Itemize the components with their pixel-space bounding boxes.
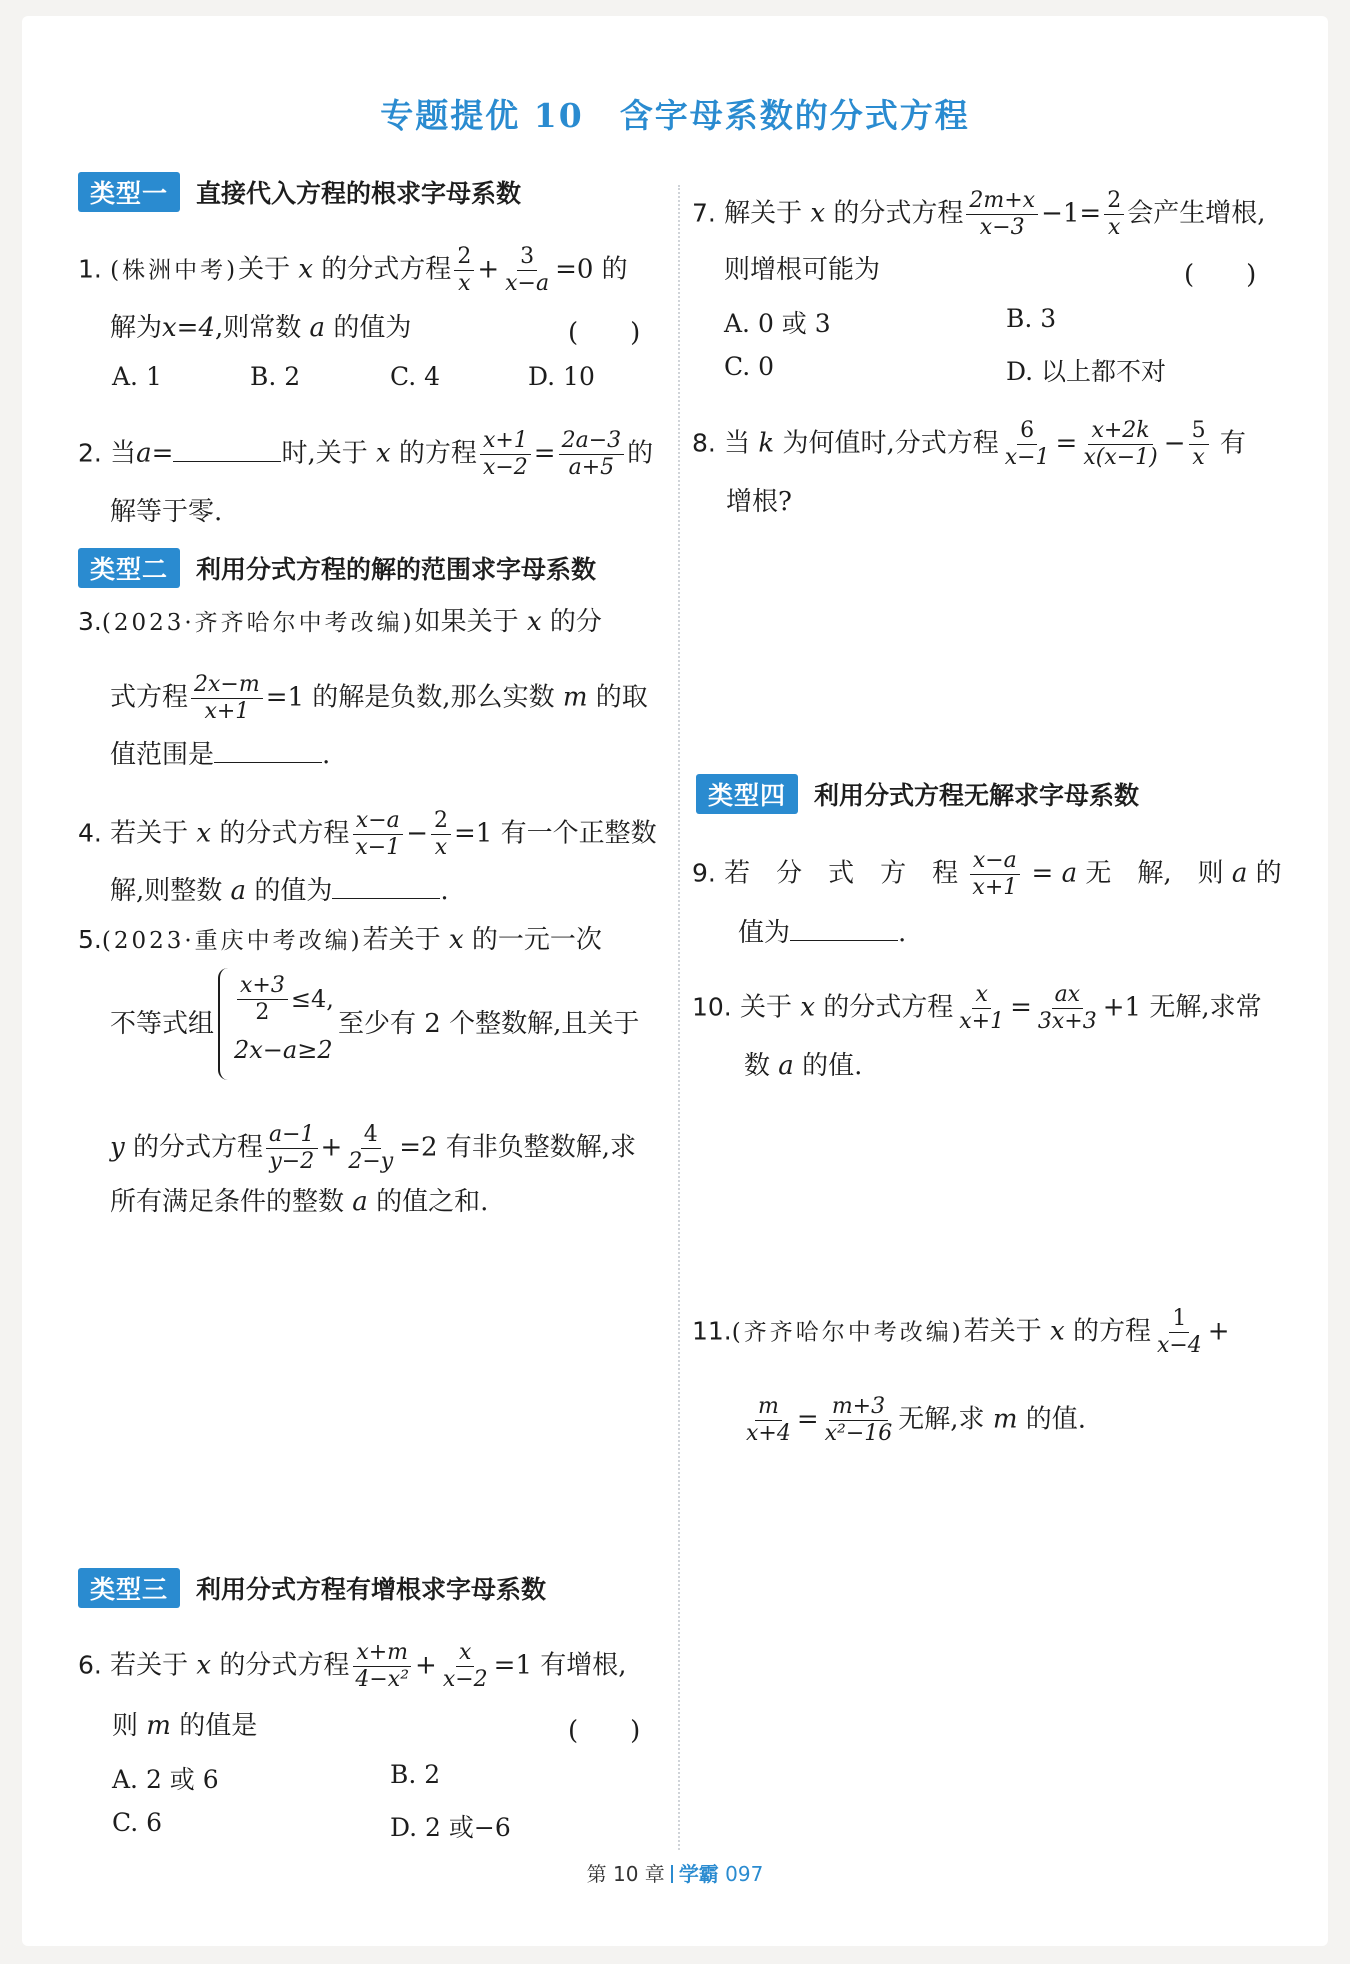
fraction: $\frac{x}{x+1}$	[959, 982, 1005, 1034]
option-c[interactable]: C. 6	[112, 1808, 163, 1837]
fraction: $\frac{6}{x-1}$	[1004, 418, 1050, 470]
question-7-line-1: 7. 解关于 x 的分式方程 $\frac{2m+x}{x-3}$ −1= $\frac{2}{x}$ 会产生增根,	[692, 188, 1266, 240]
option-c[interactable]: C. 4	[390, 362, 441, 391]
question-5-line-3: y 的分式方程 $\frac{a-1}{y-2}$ + $\frac{4}{2-y}$ =2 有非负整数解,求	[110, 1122, 637, 1174]
option-b[interactable]: B. 2	[390, 1760, 441, 1789]
question-6-line-2: 则 m 的值是	[112, 1711, 258, 1741]
section-type-1	[78, 172, 521, 212]
question-2-line-2: 解等于零.	[110, 497, 223, 527]
fraction: $\frac{x+1}{x-2}$	[480, 428, 531, 481]
question-3-line-1: 3.(2023·齐齐哈尔中考改编)如果关于 x 的分	[78, 607, 602, 637]
section-tag: 类型一	[78, 172, 180, 212]
answer-blank[interactable]	[214, 738, 322, 763]
footer-brand: 学霸	[678, 1862, 719, 1886]
fraction: $\frac{2a-3}{a+5}$	[559, 428, 625, 481]
fraction: $\frac{3}{x-a}$	[505, 244, 550, 296]
fraction: $\frac{x-a}{x-1}$	[352, 808, 403, 861]
fraction: $\frac{2}{x}$	[1104, 188, 1124, 241]
fraction: $\frac{a-1}{y-2}$	[266, 1122, 318, 1175]
fraction: $\frac{x}{x-2}$	[442, 1640, 488, 1692]
question-5-line-1: 5.(2023·重庆中考改编)若关于 x 的一元一次	[78, 925, 602, 955]
question-10-line-1: 10. 关于 x 的分式方程 $\frac{x}{x+1}$ = $\frac{ax}{3x+3}$ +1 无解,求常	[692, 982, 1262, 1034]
question-4-line-2: 解,则整数 a 的值为 .	[110, 876, 449, 906]
fraction: $\frac{m}{x+4}$	[746, 1394, 791, 1446]
question-5-line-2-lead: 不等式组	[110, 1009, 215, 1039]
option-a[interactable]: A. 1	[112, 362, 162, 391]
title-sub: 含字母系数的分式方程	[619, 96, 970, 135]
section-type-2: 类型二 利用分式方程的解的范围求字母系数	[78, 548, 596, 588]
option-b[interactable]: B. 2	[250, 362, 301, 391]
question-9-line-1: 9. 若 分 式 方 程 $\frac{x-a}{x+1}$ = a 无 解, 则 a 的	[692, 848, 1282, 900]
fraction: $\frac{2m+x}{x-3}$	[966, 188, 1038, 241]
section-type-4: 类型四 利用分式方程无解求字母系数	[696, 774, 1139, 814]
question-7-line-2: 则增根可能为	[724, 255, 881, 285]
inequality-system: $\frac{x+3}{2}$ ≤4, 2x−a≥2	[218, 968, 334, 1080]
question-11-line-2: $\frac{m}{x+4}$ = $\frac{m+3}{\text{x²−16}}$ 无解,求 m 的值.	[740, 1394, 1086, 1447]
question-5-line-2-tail: 至少有 2 个整数解,且关于	[338, 1009, 640, 1039]
option-a[interactable]: A. 2 或 6	[112, 1765, 219, 1794]
section-title: 直接代入方程的根求字母系数	[196, 179, 522, 208]
fraction: $\frac{4}{2-y}$	[348, 1122, 394, 1174]
question-5-line-4: 所有满足条件的整数 a 的值之和.	[110, 1187, 489, 1217]
answer-paren[interactable]: ( )	[568, 318, 641, 348]
question-10-line-2: 数 a 的值.	[744, 1051, 863, 1081]
question-1-line-1: 1. (株洲中考)关于 x 的分式方程 $\frac{2}{x}$ + $\frac{3}{x-a}$ =0 的	[78, 244, 628, 296]
question-2-line-1: 2. 当a= 时,关于 x 的方程 $\frac{x+1}{x-2}$ = $\frac{2a-3}{a+5}$ 的	[78, 428, 654, 480]
footer-chapter: 第 10 章	[586, 1862, 665, 1886]
question-6-line-1: 6. 若关于 x 的分式方程 $\frac{x+m}{\text{4−x²}}$ + $\frac{x}{x-2}$ =1 有增根,	[78, 1640, 627, 1692]
answer-blank[interactable]	[173, 437, 281, 462]
fraction: $\frac{m+3}{\text{x²−16}}$	[824, 1394, 893, 1446]
fraction: $\frac{2}{x}$	[431, 808, 451, 861]
question-3-line-3: 值范围是 .	[110, 740, 331, 770]
page-number: 097	[725, 1862, 764, 1886]
fraction: $\frac{x+2k}{x(x-1)}$	[1083, 418, 1158, 470]
section-type-3: 类型三 利用分式方程有增根求字母系数	[78, 1568, 546, 1608]
question-8-line-1: 8. 当 k 为何值时,分式方程 $\frac{6}{x-1}$ = $\frac{x+2k}{x(x-1)}$ − $\frac{5}{x}$ 有	[692, 418, 1246, 470]
column-divider	[678, 185, 680, 1850]
fraction: $\frac{2x-m}{x+1}$	[191, 672, 263, 725]
answer-blank[interactable]	[332, 874, 440, 899]
fraction: $\frac{5}{x}$	[1189, 418, 1209, 471]
fraction: $\frac{2}{x}$	[454, 244, 474, 297]
fraction: $\frac{x-a}{x+1}$	[969, 848, 1020, 901]
option-a[interactable]: A. 0 或 3	[724, 309, 831, 338]
page-title	[0, 90, 1350, 137]
question-9-line-2: 值为 .	[738, 918, 907, 948]
question-1-line-2: 解为x=4,则常数 a 的值为	[110, 313, 412, 343]
option-b[interactable]: B. 3	[1006, 304, 1057, 333]
fraction: $\frac{1}{x-4}$	[1156, 1306, 1202, 1358]
question-3-line-2: 式方程 $\frac{2x-m}{x+1}$ =1 的解是负数,那么实数 m 的取	[110, 672, 648, 724]
option-c[interactable]: C. 0	[724, 352, 775, 381]
answer-paren[interactable]: ( )	[568, 1716, 641, 1746]
page-footer	[0, 1858, 1350, 1887]
question-11-line-1: 11.(齐齐哈尔中考改编)若关于 x 的方程 $\frac{1}{x-4}$ +	[692, 1306, 1230, 1358]
option-d[interactable]: D. 2 或−6	[390, 1813, 511, 1842]
title-main: 专题提优 10	[380, 96, 584, 135]
answer-paren[interactable]: ( )	[1184, 260, 1257, 290]
answer-blank[interactable]	[790, 916, 898, 941]
question-4-line-1: 4. 若关于 x 的分式方程 $\frac{x-a}{x-1}$ − $\frac{2}{x}$ =1 有一个正整数	[78, 808, 657, 860]
option-d[interactable]: D. 10	[528, 362, 595, 391]
fraction: $\frac{ax}{3x+3}$	[1037, 982, 1097, 1034]
question-8-line-2: 增根?	[726, 487, 792, 517]
fraction: $\frac{x+3}{2}$	[237, 973, 288, 1026]
option-d[interactable]: D. 以上都不对	[1006, 357, 1167, 386]
fraction: $\frac{x+m}{\text{4−x²}}$	[352, 1640, 412, 1693]
